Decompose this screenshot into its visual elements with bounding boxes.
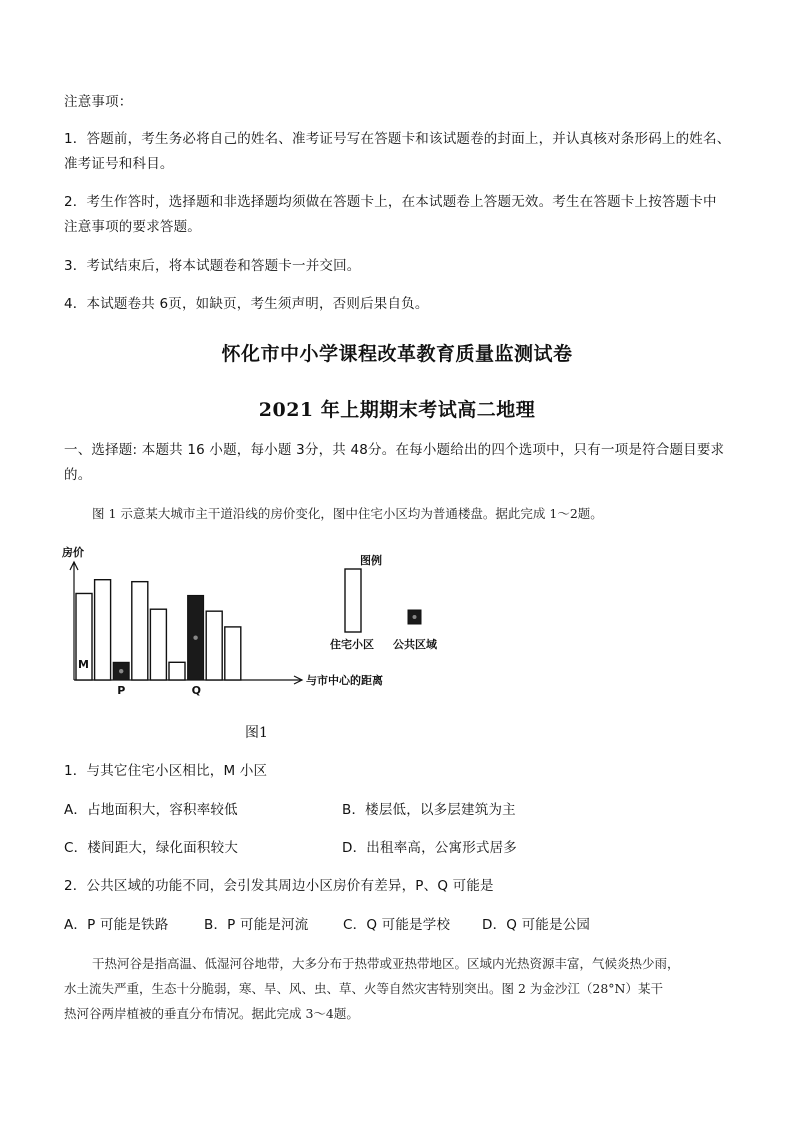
housing-price-chart	[58, 542, 458, 702]
group2-intro-line1: 干热河谷是指高温、低湿河谷地带，大多分布于热带或亚热带地区。区域内光热资源丰富，气候炎热少雨，	[92, 956, 680, 971]
q1-option-c[interactable]: C．楼间距大，绿化面积较大	[64, 840, 239, 856]
q2-option-d[interactable]: D．Q 可能是公园	[482, 917, 591, 933]
bar-residential	[132, 582, 148, 680]
q1-stem: 1．与其它住宅小区相比，M 小区	[64, 763, 268, 779]
section1-instruction-line2: 的。	[64, 467, 92, 483]
q2-option-a[interactable]: A．P 可能是铁路	[64, 917, 169, 933]
bar-label: Q	[191, 684, 201, 697]
bar-residential	[169, 662, 185, 680]
section1-instruction-line1: 一、选择题: 本题共 16 小题，每小题 3分，共 48分。在每小题给出的四个选项中，只有一项是符合题目要求	[64, 442, 725, 458]
exam-title: 怀化市中小学课程改革教育质量监测试卷	[221, 343, 573, 365]
exam-subtitle: 2021 年上期期末考试高二地理	[258, 399, 536, 421]
legend-residential-swatch	[345, 569, 361, 632]
bar-residential	[225, 627, 241, 680]
chart-bars	[76, 580, 241, 680]
q1-option-b[interactable]: B．楼层低，以多层建筑为主	[342, 802, 516, 818]
bar-residential	[206, 611, 222, 680]
q2-option-c[interactable]: C．Q 可能是学校	[343, 917, 451, 933]
bar-public-mark	[193, 636, 197, 640]
bar-label: M	[78, 658, 89, 671]
bar-residential	[150, 609, 166, 680]
notice-item-2b: 注意事项的要求答题。	[64, 219, 201, 235]
group1-intro: 图 1 示意某大城市主干道沿线的房价变化，图中住宅小区均为普通楼盘。据此完成 1～2题。	[92, 506, 603, 521]
notice-heading: 注意事项：	[64, 94, 133, 110]
q1-option-d[interactable]: D．出租率高，公寓形式居多	[342, 840, 517, 856]
bar-residential	[95, 580, 111, 680]
q2-option-b[interactable]: B．P 可能是河流	[204, 917, 309, 933]
bar-public-mark	[119, 669, 123, 673]
group2-intro-line3: 热河谷两岸植被的垂直分布情况。据此完成 3～4题。	[64, 1006, 359, 1021]
q2-stem: 2．公共区域的功能不同，会引发其周边小区房价有差异，P、Q 可能是	[64, 878, 494, 894]
notice-item-4: 4．本试题卷共 6页，如缺页，考生须声明，否则后果自负。	[64, 296, 429, 312]
notice-item-1b: 准考证号和科目。	[64, 156, 174, 172]
legend-residential-label: 住宅小区	[330, 638, 374, 651]
figure-caption: 图1	[245, 725, 268, 741]
group2-intro-line2: 水土流失严重，生态十分脆弱，寒、旱、风、虫、草、火等自然灾害特别突出。图 2 为金沙江（28°N）某干	[64, 981, 663, 996]
legend-public-label: 公共区域	[393, 638, 437, 651]
legend-title: 图例	[360, 554, 382, 567]
chart-legend	[330, 553, 438, 651]
legend-public-mark	[413, 615, 417, 619]
y-axis-label: 房价	[62, 546, 84, 559]
bar-label: P	[117, 684, 126, 697]
x-axis-label: 与市中心的距离	[306, 674, 383, 687]
notice-item-2a: 2．考生作答时，选择题和非选择题均须做在答题卡上，在本试题卷上答题无效。考生在答题卡上按答题卡中	[64, 194, 717, 210]
q1-option-a[interactable]: A．占地面积大，容积率较低	[64, 802, 238, 818]
notice-item-1a: 1．答题前，考生务必将自己的姓名、准考证号写在答题卡和该试题卷的封面上，并认真核对条形码上的姓名、	[64, 131, 731, 147]
notice-item-3: 3．考试结束后，将本试题卷和答题卡一并交回。	[64, 258, 361, 274]
